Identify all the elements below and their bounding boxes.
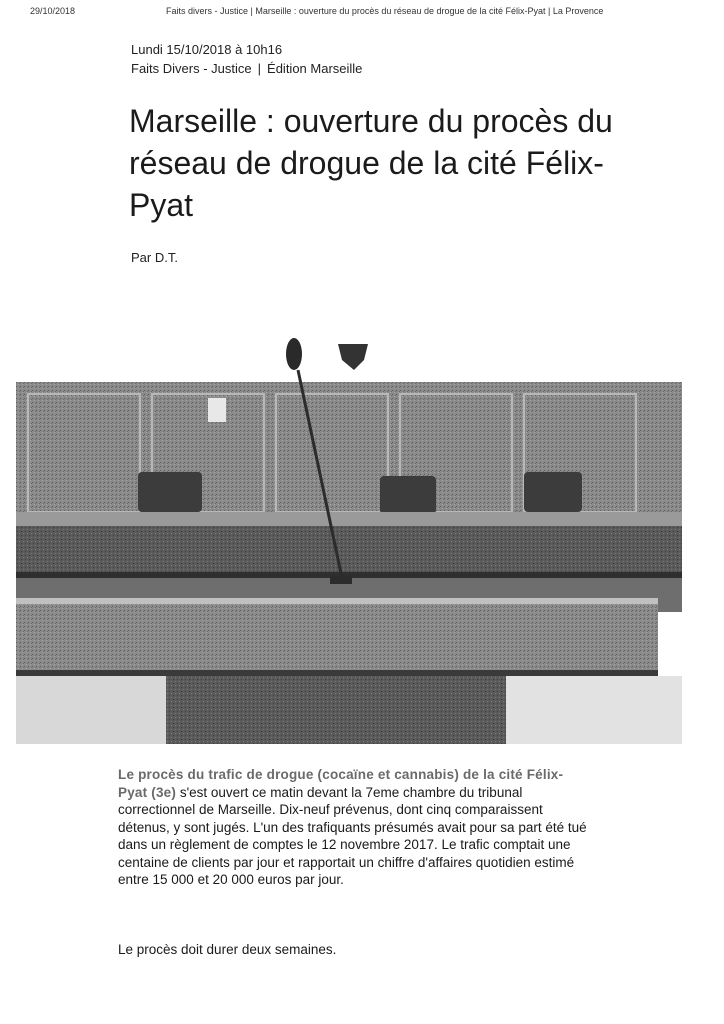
article-closing: Le procès doit durer deux semaines.: [118, 942, 337, 957]
article-body: [118, 766, 588, 889]
publish-datetime: Lundi 15/10/2018 à 10h16: [131, 42, 283, 57]
article-lead: Le procès du trafic de drogue (cocaïne et cannabis) de la cité Félix-Pyat (3e): [118, 767, 564, 800]
courtroom-photo: [16, 330, 682, 744]
article-body-text: s'est ouvert ce matin devant la 7eme chambre du tribunal correctionnel de Marseille. Dix-neuf prévenus, dont cinq comparaissent détenus, y sont jugés. L'un des trafiquants présumés avait pour sa part été tué dans un règlement de comptes le 12 novembre 2017. Le trafic comptait une centaine de clients par jour et rapportait un chiffre d'affaires quotidien estimé entre 15 000 et 20 000 euros par jour.: [118, 784, 587, 887]
print-source-line: Faits divers - Justice | Marseille : ouverture du procès du réseau de drogue de la cité Félix-Pyat | La Provence: [166, 6, 604, 16]
section-line: [131, 59, 362, 78]
section-link[interactable]: Faits Divers - Justice: [131, 61, 252, 76]
meta-separator: |: [257, 61, 262, 76]
article-byline: Par D.T.: [131, 250, 178, 265]
article-photo: [16, 330, 682, 744]
print-header: [18, 6, 706, 20]
print-date: 29/10/2018: [30, 6, 76, 16]
article-headline: Marseille : ouverture du procès du réseau de drogue de la cité Félix-Pyat: [129, 103, 613, 223]
article-meta: [131, 40, 362, 78]
edition-link[interactable]: Édition Marseille: [267, 61, 363, 76]
